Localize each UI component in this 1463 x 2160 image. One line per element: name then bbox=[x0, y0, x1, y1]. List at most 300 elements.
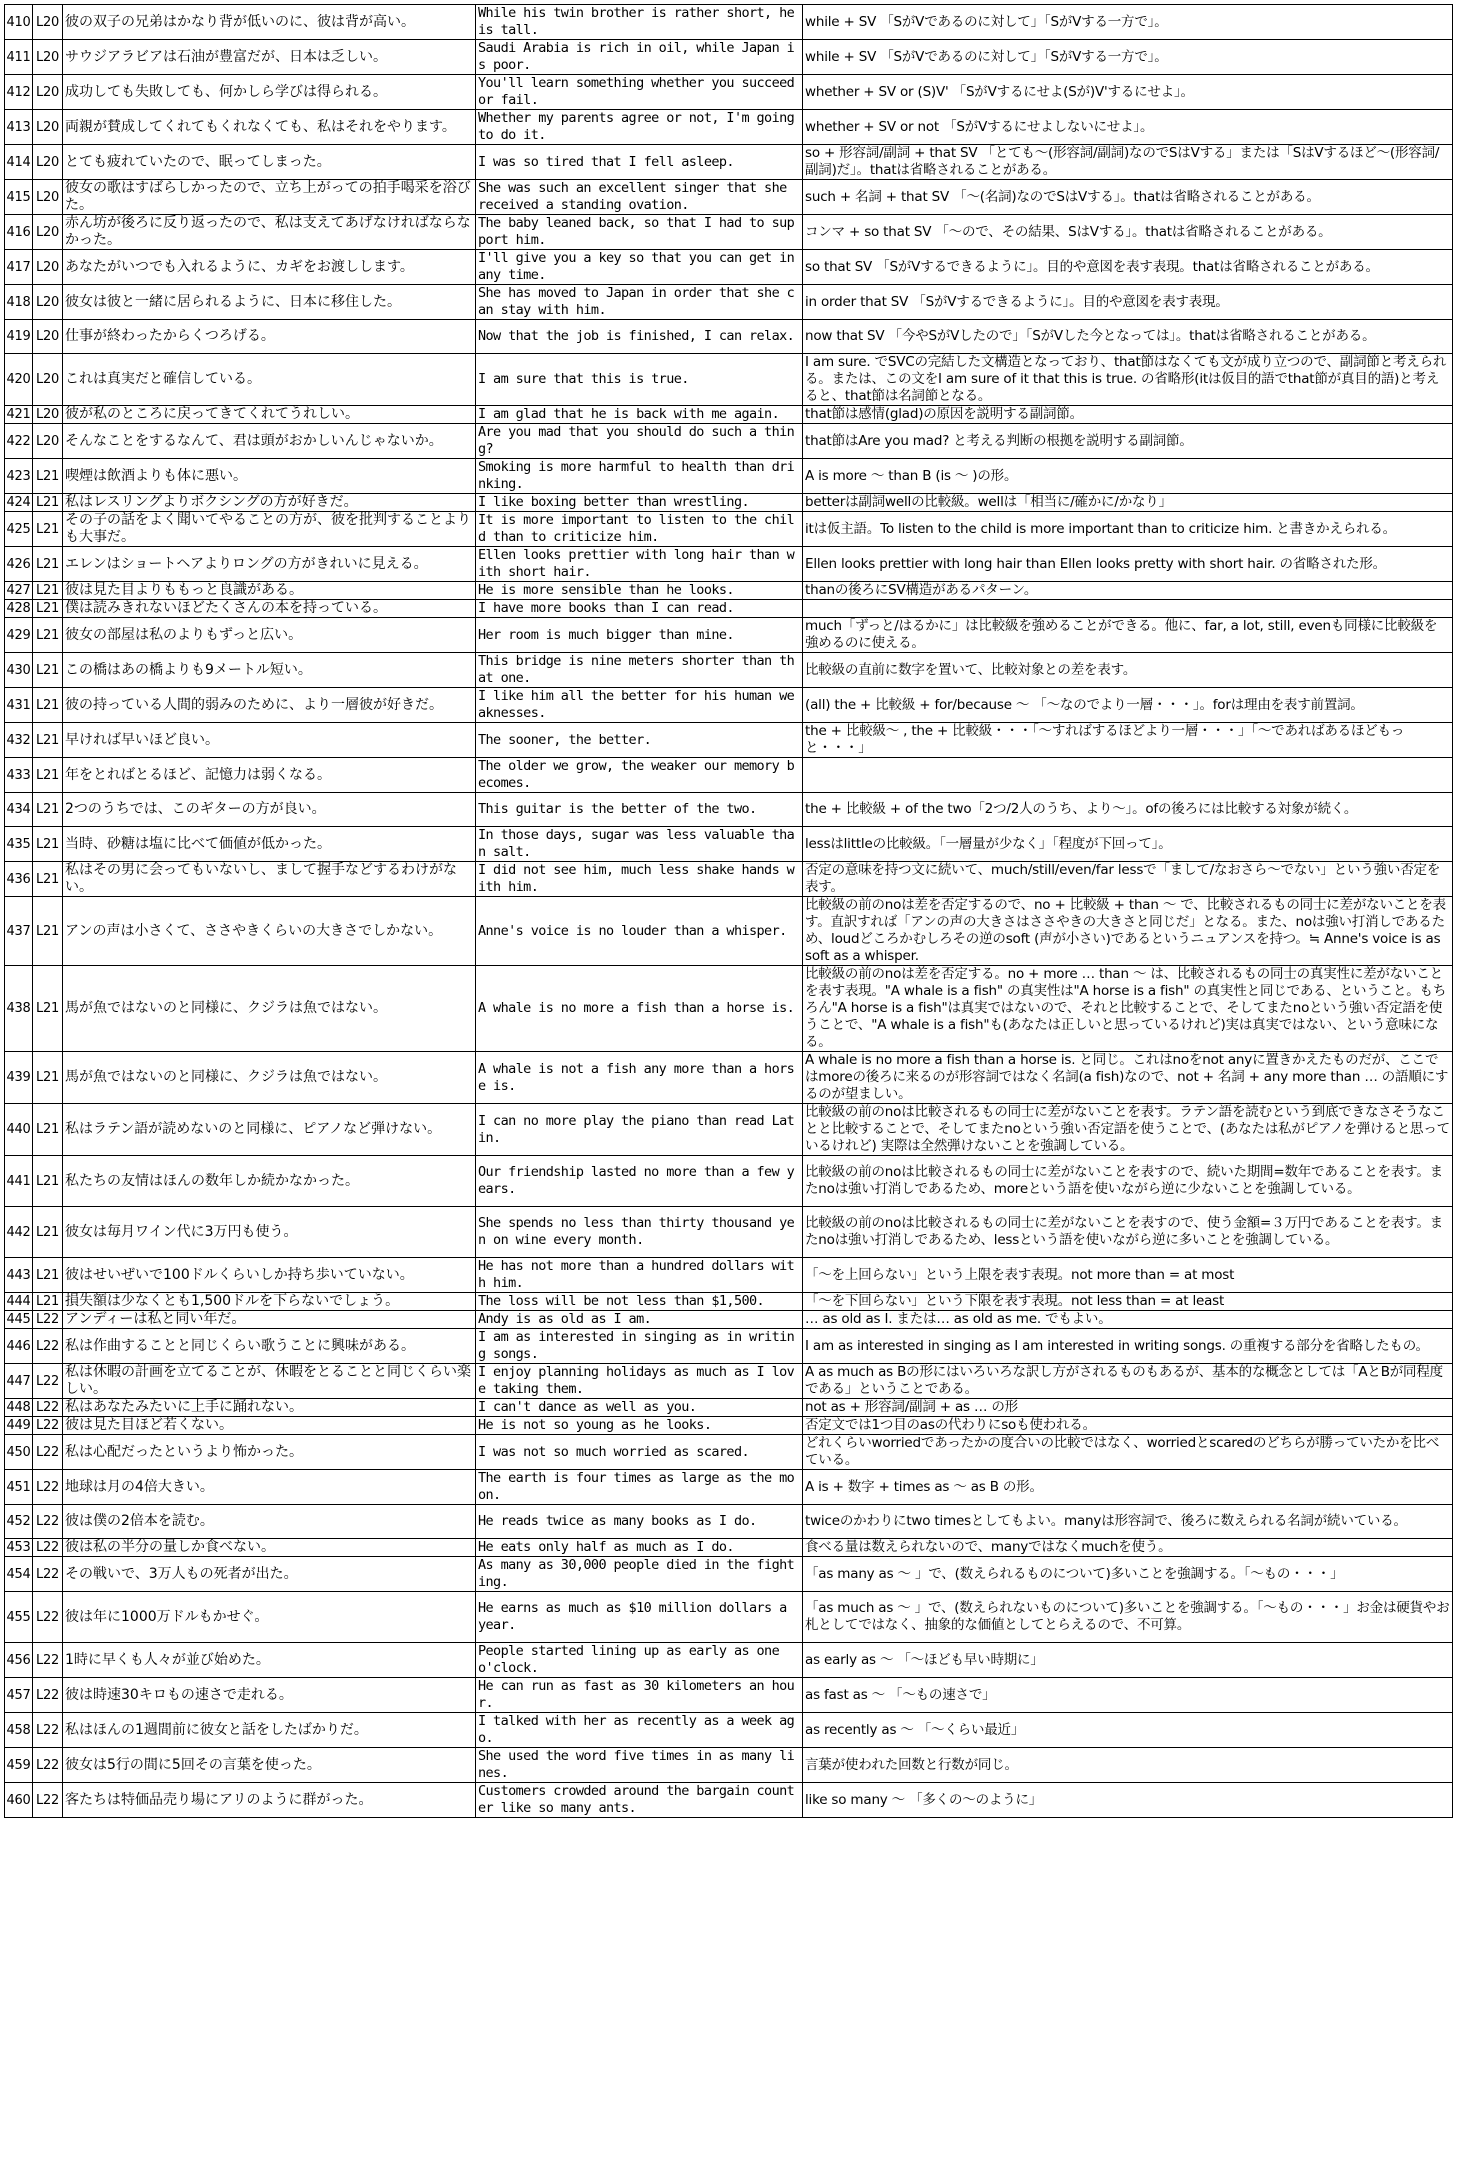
table-row bbox=[5, 424, 1453, 459]
lesson-code: L20 bbox=[33, 285, 63, 320]
lesson-code: L22 bbox=[33, 1435, 63, 1470]
lesson-code: L21 bbox=[33, 1258, 63, 1293]
lesson-code: L22 bbox=[33, 1557, 63, 1592]
english-sentence: You'll learn something whether you succeed or fail. bbox=[476, 75, 803, 110]
lesson-code: L22 bbox=[33, 1643, 63, 1678]
row-number: 434 bbox=[5, 793, 33, 827]
grammar-note: as fast as ～ 「～もの速さで」 bbox=[803, 1678, 1453, 1713]
lesson-code: L22 bbox=[33, 1783, 63, 1818]
japanese-sentence: 私はラテン語が読めないのと同様に、ピアノなど弾けない。 bbox=[63, 1104, 476, 1156]
japanese-sentence: 当時、砂糖は塩に比べて価値が低かった。 bbox=[63, 827, 476, 862]
table-row bbox=[5, 1539, 1453, 1557]
grammar-note: whether + SV or (S)V' 「SがVするにせよ(Sが)V'するにせよ」。 bbox=[803, 75, 1453, 110]
table-row bbox=[5, 1293, 1453, 1311]
lesson-code: L22 bbox=[33, 1748, 63, 1783]
japanese-sentence: 馬が魚ではないのと同様に、クジラは魚ではない。 bbox=[63, 1052, 476, 1104]
row-number: 445 bbox=[5, 1311, 33, 1329]
table-row bbox=[5, 406, 1453, 424]
table-row bbox=[5, 512, 1453, 547]
table-row bbox=[5, 793, 1453, 827]
table-row bbox=[5, 1505, 1453, 1539]
japanese-sentence: 彼は年に1000万ドルもかせぐ。 bbox=[63, 1592, 476, 1643]
english-sentence: Our friendship lasted no more than a few years. bbox=[476, 1156, 803, 1207]
grammar-note: 比較級の前のnoは差を否定する。no + more … than ～ は、比較されるもの同士の真実性に差がないことを表す表現。"A whale is a fish" の真実性は"A horse is a fish" の真実性と同じである、ということ。もちろん"A horse is a fish"は真実ではないので、それと比較することで、そしてまたnoという強い否定語を使うことで、"A whale is a fish"も(あなたは正しいと思っているけれど)実は真実ではない、という意味になる。 bbox=[803, 966, 1453, 1052]
table-row bbox=[5, 1311, 1453, 1329]
row-number: 411 bbox=[5, 40, 33, 75]
lesson-code: L21 bbox=[33, 827, 63, 862]
grammar-note: itは仮主語。To listen to the child is more important than to criticize him. と書きかえられる。 bbox=[803, 512, 1453, 547]
japanese-sentence: とても疲れていたので、眠ってしまった。 bbox=[63, 145, 476, 180]
japanese-sentence: 年をとればとるほど、記憶力は弱くなる。 bbox=[63, 758, 476, 793]
table-row bbox=[5, 1364, 1453, 1399]
table-row bbox=[5, 1052, 1453, 1104]
english-sentence: Anne's voice is no louder than a whisper. bbox=[476, 897, 803, 966]
lesson-code: L21 bbox=[33, 688, 63, 723]
japanese-sentence: 彼は僕の2倍本を読む。 bbox=[63, 1505, 476, 1539]
lesson-code: L20 bbox=[33, 424, 63, 459]
lesson-code: L21 bbox=[33, 862, 63, 897]
row-number: 418 bbox=[5, 285, 33, 320]
row-number: 436 bbox=[5, 862, 33, 897]
grammar-note: while + SV 「SがVであるのに対して」「SがVする一方で」。 bbox=[803, 5, 1453, 40]
japanese-sentence: 私はその男に会ってもいないし、まして握手などするわけがない。 bbox=[63, 862, 476, 897]
lesson-code: L21 bbox=[33, 966, 63, 1052]
table-row bbox=[5, 1399, 1453, 1417]
grammar-note: 「as much as ～ 」で、(数えられないものについて)多いことを強調する。「～もの・・・」お金は硬貨やお札としてではなく、抽象的な価値としてとらえるので、不可算。 bbox=[803, 1592, 1453, 1643]
table-row bbox=[5, 494, 1453, 512]
table-row bbox=[5, 1207, 1453, 1258]
japanese-sentence: 彼女は彼と一緒に居られるように、日本に移住した。 bbox=[63, 285, 476, 320]
row-number: 452 bbox=[5, 1505, 33, 1539]
table-row bbox=[5, 723, 1453, 758]
lesson-code: L21 bbox=[33, 653, 63, 688]
japanese-sentence: その子の話をよく聞いてやることの方が、彼を批判することよりも大事だ。 bbox=[63, 512, 476, 547]
lesson-code: L21 bbox=[33, 1207, 63, 1258]
english-sentence: A whale is not a fish any more than a horse is. bbox=[476, 1052, 803, 1104]
table-row bbox=[5, 688, 1453, 723]
english-sentence: She was such an excellent singer that she received a standing ovation. bbox=[476, 180, 803, 215]
english-sentence: I am sure that this is true. bbox=[476, 354, 803, 406]
table-row bbox=[5, 75, 1453, 110]
japanese-sentence: 彼が私のところに戻ってきてくれてうれしい。 bbox=[63, 406, 476, 424]
row-number: 448 bbox=[5, 1399, 33, 1417]
lesson-code: L21 bbox=[33, 547, 63, 582]
row-number: 430 bbox=[5, 653, 33, 688]
grammar-note: betterは副詞wellの比較級。wellは「相当に/確かに/かなり」 bbox=[803, 494, 1453, 512]
table-row bbox=[5, 1156, 1453, 1207]
grammar-note: 「～を下回らない」という下限を表す表現。not less than = at least bbox=[803, 1293, 1453, 1311]
japanese-sentence: 彼はせいぜいで100ドルくらいしか持ち歩いていない。 bbox=[63, 1258, 476, 1293]
lesson-code: L21 bbox=[33, 1293, 63, 1311]
japanese-sentence: 仕事が終わったからくつろげる。 bbox=[63, 320, 476, 354]
grammar-note: 「as many as ～ 」で、(数えられるものについて)多いことを強調する。「～もの・・・」 bbox=[803, 1557, 1453, 1592]
japanese-sentence: この橋はあの橋よりも9メートル短い。 bbox=[63, 653, 476, 688]
row-number: 415 bbox=[5, 180, 33, 215]
japanese-sentence: 私は心配だったというより怖かった。 bbox=[63, 1435, 476, 1470]
english-sentence: I like him all the better for his human weaknesses. bbox=[476, 688, 803, 723]
row-number: 457 bbox=[5, 1678, 33, 1713]
japanese-sentence: 彼の持っている人間的弱みのために、より一層彼が好きだ。 bbox=[63, 688, 476, 723]
table-row bbox=[5, 1435, 1453, 1470]
grammar-note bbox=[803, 758, 1453, 793]
english-sentence: I am glad that he is back with me again. bbox=[476, 406, 803, 424]
japanese-sentence: エレンはショートヘアよりロングの方がきれいに見える。 bbox=[63, 547, 476, 582]
english-sentence: I can no more play the piano than read Latin. bbox=[476, 1104, 803, 1156]
grammar-note: thanの後ろにSV構造があるパターン。 bbox=[803, 582, 1453, 600]
lesson-code: L21 bbox=[33, 1156, 63, 1207]
lesson-code: L21 bbox=[33, 1104, 63, 1156]
japanese-sentence: その戦いで、3万人もの死者が出た。 bbox=[63, 1557, 476, 1592]
english-sentence: I am as interested in singing as in writing songs. bbox=[476, 1329, 803, 1364]
table-row bbox=[5, 285, 1453, 320]
row-number: 458 bbox=[5, 1713, 33, 1748]
table-row bbox=[5, 40, 1453, 75]
row-number: 451 bbox=[5, 1470, 33, 1505]
lesson-code: L20 bbox=[33, 75, 63, 110]
english-sentence: In those days, sugar was less valuable than salt. bbox=[476, 827, 803, 862]
english-sentence: I enjoy planning holidays as much as I love taking them. bbox=[476, 1364, 803, 1399]
english-sentence: She used the word five times in as many lines. bbox=[476, 1748, 803, 1783]
grammar-note: 比較級の前のnoは差を否定するので、no + 比較級 + than ～ で、比較されるもの同士に差がないことを表す。直訳すれば「アンの声の大きさはささやきの大きさと同じだ」となる。また、noは強い打消しであるため、loudどころかむしろその逆のsoft (声が小さい)であるというニュアンスを持つ。≒ Anne's voice is as soft as a whisper. bbox=[803, 897, 1453, 966]
grammar-note: … as old as I. または… as old as me. でもよい。 bbox=[803, 1311, 1453, 1329]
grammar-note: as recently as ～ 「～くらい最近」 bbox=[803, 1713, 1453, 1748]
english-sentence: This bridge is nine meters shorter than that one. bbox=[476, 653, 803, 688]
lesson-code: L22 bbox=[33, 1329, 63, 1364]
grammar-note: 比較級の直前に数字を置いて、比較対象との差を表す。 bbox=[803, 653, 1453, 688]
japanese-sentence: 彼女は5行の間に5回その言葉を使った。 bbox=[63, 1748, 476, 1783]
grammar-note: どれくらいworriedであったかの度合いの比較ではなく、worriedとscaredのどちらが勝っていたかを比べている。 bbox=[803, 1435, 1453, 1470]
english-sentence: I talked with her as recently as a week ago. bbox=[476, 1713, 803, 1748]
japanese-sentence: 私は休暇の計画を立てることが、休暇をとることと同じくらい楽しい。 bbox=[63, 1364, 476, 1399]
english-sentence: I'll give you a key so that you can get in any time. bbox=[476, 250, 803, 285]
lesson-code: L21 bbox=[33, 512, 63, 547]
english-sentence: I was not so much worried as scared. bbox=[476, 1435, 803, 1470]
english-sentence: As many as 30,000 people died in the fighting. bbox=[476, 1557, 803, 1592]
row-number: 455 bbox=[5, 1592, 33, 1643]
row-number: 437 bbox=[5, 897, 33, 966]
sentence-table-body bbox=[5, 5, 1453, 1818]
japanese-sentence: 損失額は少なくとも1,500ドルを下らないでしょう。 bbox=[63, 1293, 476, 1311]
row-number: 419 bbox=[5, 320, 33, 354]
table-row bbox=[5, 758, 1453, 793]
lesson-code: L21 bbox=[33, 723, 63, 758]
grammar-note: in order that SV 「SがVするできるように」。目的や意図を表す表現。 bbox=[803, 285, 1453, 320]
japanese-sentence: 地球は月の4倍大きい。 bbox=[63, 1470, 476, 1505]
table-row bbox=[5, 1713, 1453, 1748]
english-sentence: Smoking is more harmful to health than drinking. bbox=[476, 459, 803, 494]
japanese-sentence: あなたがいつでも入れるように、カギをお渡しします。 bbox=[63, 250, 476, 285]
english-sentence: He is not so young as he looks. bbox=[476, 1417, 803, 1435]
table-row bbox=[5, 1748, 1453, 1783]
row-number: 459 bbox=[5, 1748, 33, 1783]
english-sentence: Now that the job is finished, I can relax. bbox=[476, 320, 803, 354]
row-number: 424 bbox=[5, 494, 33, 512]
row-number: 410 bbox=[5, 5, 33, 40]
table-row bbox=[5, 215, 1453, 250]
lesson-code: L22 bbox=[33, 1364, 63, 1399]
row-number: 460 bbox=[5, 1783, 33, 1818]
table-row bbox=[5, 547, 1453, 582]
lesson-code: L21 bbox=[33, 1052, 63, 1104]
row-number: 417 bbox=[5, 250, 33, 285]
grammar-note: A is + 数字 + times as ～ as B の形。 bbox=[803, 1470, 1453, 1505]
table-row bbox=[5, 354, 1453, 406]
grammar-note: the + 比較級～ , the + 比較級・・・「～すればするほどより一層・・・」「～であればあるほどもっと・・・」 bbox=[803, 723, 1453, 758]
japanese-sentence: 両親が賛成してくれてもくれなくても、私はそれをやります。 bbox=[63, 110, 476, 145]
english-sentence: A whale is no more a fish than a horse is. bbox=[476, 966, 803, 1052]
lesson-code: L21 bbox=[33, 459, 63, 494]
japanese-sentence: サウジアラビアは石油が豊富だが、日本は乏しい。 bbox=[63, 40, 476, 75]
lesson-code: L20 bbox=[33, 180, 63, 215]
lesson-code: L22 bbox=[33, 1505, 63, 1539]
lesson-code: L21 bbox=[33, 793, 63, 827]
lesson-code: L20 bbox=[33, 354, 63, 406]
table-row bbox=[5, 320, 1453, 354]
japanese-sentence: 彼女は毎月ワイン代に3万円も使う。 bbox=[63, 1207, 476, 1258]
english-sentence: I have more books than I can read. bbox=[476, 600, 803, 618]
lesson-code: L20 bbox=[33, 406, 63, 424]
grammar-note: 食べる量は数えられないので、manyではなくmuchを使う。 bbox=[803, 1539, 1453, 1557]
row-number: 444 bbox=[5, 1293, 33, 1311]
row-number: 454 bbox=[5, 1557, 33, 1592]
english-sentence: Andy is as old as I am. bbox=[476, 1311, 803, 1329]
row-number: 425 bbox=[5, 512, 33, 547]
row-number: 450 bbox=[5, 1435, 33, 1470]
table-row bbox=[5, 653, 1453, 688]
japanese-sentence: 客たちは特価品売り場にアリのように群がった。 bbox=[63, 1783, 476, 1818]
japanese-sentence: 彼は見た目よりももっと良識がある。 bbox=[63, 582, 476, 600]
table-row bbox=[5, 1104, 1453, 1156]
japanese-sentence: 馬が魚ではないのと同様に、クジラは魚ではない。 bbox=[63, 966, 476, 1052]
grammar-note: twiceのかわりにtwo timesとしてもよい。manyは形容詞で、後ろに数えられる名詞が続いている。 bbox=[803, 1505, 1453, 1539]
grammar-note: Ellen looks prettier with long hair than Ellen looks pretty with short hair. の省略された形。 bbox=[803, 547, 1453, 582]
lesson-code: L20 bbox=[33, 110, 63, 145]
grammar-note: 比較級の前のnoは比較されるもの同士に差がないことを表すので、続いた期間=数年であることを表す。またnoは強い打消しであるため、moreという語を使いながら逆に少ないことを強調している。 bbox=[803, 1156, 1453, 1207]
japanese-sentence: そんなことをするなんて、君は頭がおかしいんじゃないか。 bbox=[63, 424, 476, 459]
english-sentence: The sooner, the better. bbox=[476, 723, 803, 758]
japanese-sentence: 1時に早くも人々が並び始めた。 bbox=[63, 1643, 476, 1678]
english-sentence: Ellen looks prettier with long hair than with short hair. bbox=[476, 547, 803, 582]
table-row bbox=[5, 1470, 1453, 1505]
grammar-note bbox=[803, 600, 1453, 618]
table-row bbox=[5, 145, 1453, 180]
grammar-note: not as + 形容詞/副詞 + as … の形 bbox=[803, 1399, 1453, 1417]
row-number: 427 bbox=[5, 582, 33, 600]
japanese-sentence: 彼は私の半分の量しか食べない。 bbox=[63, 1539, 476, 1557]
table-row bbox=[5, 459, 1453, 494]
english-sentence: The baby leaned back, so that I had to support him. bbox=[476, 215, 803, 250]
grammar-note: (all) the + 比較級 + for/because ～ 「～なのでより一層・・・」。forは理由を表す前置詞。 bbox=[803, 688, 1453, 723]
row-number: 423 bbox=[5, 459, 33, 494]
row-number: 446 bbox=[5, 1329, 33, 1364]
grammar-note: so + 形容詞/副詞 + that SV 「とても～(形容詞/副詞)なのでSはVする」または「SはVするほど～(形容詞/副詞)だ」。thatは省略されることがある。 bbox=[803, 145, 1453, 180]
table-row bbox=[5, 1557, 1453, 1592]
grammar-note: now that SV 「今やSがVしたので」「SがVした今となっては」。thatは省略されることがある。 bbox=[803, 320, 1453, 354]
lesson-code: L22 bbox=[33, 1539, 63, 1557]
row-number: 432 bbox=[5, 723, 33, 758]
grammar-note: コンマ + so that SV 「～ので、その結果、SはVする」。thatは省略されることがある。 bbox=[803, 215, 1453, 250]
grammar-note: 「～を上回らない」という上限を表す表現。not more than = at most bbox=[803, 1258, 1453, 1293]
lesson-code: L22 bbox=[33, 1470, 63, 1505]
english-sentence: He can run as fast as 30 kilometers an hour. bbox=[476, 1678, 803, 1713]
english-sentence: He earns as much as $10 million dollars a year. bbox=[476, 1592, 803, 1643]
lesson-code: L21 bbox=[33, 618, 63, 653]
english-sentence: The loss will be not less than $1,500. bbox=[476, 1293, 803, 1311]
english-sentence: Are you mad that you should do such a thing? bbox=[476, 424, 803, 459]
row-number: 426 bbox=[5, 547, 33, 582]
grammar-note: much「ずっと/はるかに」は比較級を強めることができる。他に、far, a lot, still, evenも同様に比較級を強めるのに使える。 bbox=[803, 618, 1453, 653]
table-row bbox=[5, 1643, 1453, 1678]
japanese-sentence: 彼の双子の兄弟はかなり背が低いのに、彼は背が高い。 bbox=[63, 5, 476, 40]
table-row bbox=[5, 1258, 1453, 1293]
row-number: 413 bbox=[5, 110, 33, 145]
grammar-note: while + SV 「SがVであるのに対して」「SがVする一方で」。 bbox=[803, 40, 1453, 75]
table-row bbox=[5, 862, 1453, 897]
table-row bbox=[5, 180, 1453, 215]
english-sentence: Whether my parents agree or not, I'm going to do it. bbox=[476, 110, 803, 145]
grammar-note: so that SV 「SがVするできるように」。目的や意図を表す表現。thatは省略されることがある。 bbox=[803, 250, 1453, 285]
lesson-code: L22 bbox=[33, 1311, 63, 1329]
grammar-note: that節はAre you mad? と考える判断の根拠を説明する副詞節。 bbox=[803, 424, 1453, 459]
lesson-code: L22 bbox=[33, 1399, 63, 1417]
grammar-note: as early as ～ 「～ほども早い時期に」 bbox=[803, 1643, 1453, 1678]
table-row bbox=[5, 1592, 1453, 1643]
grammar-note: 否定の意味を持つ文に続いて、much/still/even/far lessで「まして/なおさら～でない」という強い否定を表す。 bbox=[803, 862, 1453, 897]
japanese-sentence: アンの声は小さくて、ささやきくらいの大きさでしかない。 bbox=[63, 897, 476, 966]
japanese-sentence: 私はレスリングよりボクシングの方が好きだ。 bbox=[63, 494, 476, 512]
grammar-note: whether + SV or not 「SがVするにせよしないにせよ」。 bbox=[803, 110, 1453, 145]
grammar-note: the + 比較級 + of the two「2つ/2人のうち、より～」。ofの後ろには比較する対象が続く。 bbox=[803, 793, 1453, 827]
table-row bbox=[5, 618, 1453, 653]
grammar-note: I am as interested in singing as I am interested in writing songs. の重複する部分を省略したもの。 bbox=[803, 1329, 1453, 1364]
japanese-sentence: 彼女の歌はすばらしかったので、立ち上がっての拍手喝采を浴びた。 bbox=[63, 180, 476, 215]
english-sentence: He reads twice as many books as I do. bbox=[476, 1505, 803, 1539]
grammar-note: A whale is no more a fish than a horse is. と同じ。これはnoをnot anyに置きかえたものだが、ここではmoreの後ろに来るのが形容詞ではなく名詞(a fish)なので、not + 名詞 + any more than … の語順にするのが望ましい。 bbox=[803, 1052, 1453, 1104]
lesson-code: L20 bbox=[33, 215, 63, 250]
row-number: 422 bbox=[5, 424, 33, 459]
english-sentence: While his twin brother is rather short, he is tall. bbox=[476, 5, 803, 40]
lesson-code: L22 bbox=[33, 1713, 63, 1748]
japanese-sentence: 私はほんの1週間前に彼女と話をしたばかりだ。 bbox=[63, 1713, 476, 1748]
japanese-sentence: 私たちの友情はほんの数年しか続かなかった。 bbox=[63, 1156, 476, 1207]
row-number: 447 bbox=[5, 1364, 33, 1399]
row-number: 443 bbox=[5, 1258, 33, 1293]
row-number: 421 bbox=[5, 406, 33, 424]
grammar-note: 比較級の前のnoは比較されるもの同士に差がないことを表すので、使う金額=３万円であることを表す。またnoは強い打消しであるため、lessという語を使いながら逆に多いことを強調している。 bbox=[803, 1207, 1453, 1258]
row-number: 420 bbox=[5, 354, 33, 406]
english-sentence: He eats only half as much as I do. bbox=[476, 1539, 803, 1557]
grammar-note: like so many ～ 「多くの～のように」 bbox=[803, 1783, 1453, 1818]
row-number: 456 bbox=[5, 1643, 33, 1678]
lesson-code: L20 bbox=[33, 5, 63, 40]
english-sentence: He is more sensible than he looks. bbox=[476, 582, 803, 600]
table-row bbox=[5, 600, 1453, 618]
english-sentence: This guitar is the better of the two. bbox=[476, 793, 803, 827]
table-row bbox=[5, 1329, 1453, 1364]
japanese-sentence: 私は作曲することと同じくらい歌うことに興味がある。 bbox=[63, 1329, 476, 1364]
row-number: 440 bbox=[5, 1104, 33, 1156]
japanese-sentence: 彼は見た目ほど若くない。 bbox=[63, 1417, 476, 1435]
sentence-table bbox=[4, 4, 1453, 1818]
english-sentence: The earth is four times as large as the moon. bbox=[476, 1470, 803, 1505]
grammar-note: lessはlittleの比較級。「一層量が少なく」「程度が下回って」。 bbox=[803, 827, 1453, 862]
row-number: 429 bbox=[5, 618, 33, 653]
japanese-sentence: 私はあなたみたいに上手に踊れない。 bbox=[63, 1399, 476, 1417]
row-number: 414 bbox=[5, 145, 33, 180]
row-number: 431 bbox=[5, 688, 33, 723]
grammar-note: 否定文では1つ目のasの代わりにsoも使われる。 bbox=[803, 1417, 1453, 1435]
english-sentence: I can't dance as well as you. bbox=[476, 1399, 803, 1417]
japanese-sentence: 2つのうちでは、このギターの方が良い。 bbox=[63, 793, 476, 827]
lesson-code: L21 bbox=[33, 600, 63, 618]
table-row bbox=[5, 5, 1453, 40]
japanese-sentence: 赤ん坊が後ろに反り返ったので、私は支えてあげなければならなかった。 bbox=[63, 215, 476, 250]
grammar-note: A is more ～ than B (is ～ )の形。 bbox=[803, 459, 1453, 494]
japanese-sentence: 早ければ早いほど良い。 bbox=[63, 723, 476, 758]
english-sentence: I did not see him, much less shake hands with him. bbox=[476, 862, 803, 897]
row-number: 416 bbox=[5, 215, 33, 250]
table-row bbox=[5, 827, 1453, 862]
english-sentence: I like boxing better than wrestling. bbox=[476, 494, 803, 512]
japanese-sentence: 彼女の部屋は私のよりもずっと広い。 bbox=[63, 618, 476, 653]
table-row bbox=[5, 1417, 1453, 1435]
row-number: 441 bbox=[5, 1156, 33, 1207]
row-number: 438 bbox=[5, 966, 33, 1052]
japanese-sentence: 成功しても失敗しても、何かしら学びは得られる。 bbox=[63, 75, 476, 110]
table-row bbox=[5, 1783, 1453, 1818]
lesson-code: L20 bbox=[33, 40, 63, 75]
lesson-code: L22 bbox=[33, 1592, 63, 1643]
table-row bbox=[5, 250, 1453, 285]
row-number: 435 bbox=[5, 827, 33, 862]
grammar-note: such + 名詞 + that SV 「～(名詞)なのでSはVする」。thatは省略されることがある。 bbox=[803, 180, 1453, 215]
row-number: 428 bbox=[5, 600, 33, 618]
table-row bbox=[5, 582, 1453, 600]
japanese-sentence: 僕は読みきれないほどたくさんの本を持っている。 bbox=[63, 600, 476, 618]
lesson-code: L22 bbox=[33, 1678, 63, 1713]
english-sentence: Her room is much bigger than mine. bbox=[476, 618, 803, 653]
japanese-sentence: 喫煙は飲酒よりも体に悪い。 bbox=[63, 459, 476, 494]
grammar-note: 比較級の前のnoは比較されるもの同士に差がないことを表す。ラテン語を読むという到底できなさそうなことと比較することで、そしてまたnoという強い否定語を使うことで、(あなたは私がピアノを弾けると思っているけれど) 実際は全然弾けないことを強調している。 bbox=[803, 1104, 1453, 1156]
table-row bbox=[5, 1678, 1453, 1713]
english-sentence: He has not more than a hundred dollars with him. bbox=[476, 1258, 803, 1293]
lesson-code: L20 bbox=[33, 250, 63, 285]
english-sentence: People started lining up as early as one o'clock. bbox=[476, 1643, 803, 1678]
row-number: 433 bbox=[5, 758, 33, 793]
table-row bbox=[5, 110, 1453, 145]
lesson-code: L21 bbox=[33, 897, 63, 966]
grammar-note: 言葉が使われた回数と行数が同じ。 bbox=[803, 1748, 1453, 1783]
english-sentence: She spends no less than thirty thousand yen on wine every month. bbox=[476, 1207, 803, 1258]
japanese-sentence: 彼は時速30キロもの速さで走れる。 bbox=[63, 1678, 476, 1713]
row-number: 412 bbox=[5, 75, 33, 110]
row-number: 453 bbox=[5, 1539, 33, 1557]
lesson-code: L22 bbox=[33, 1417, 63, 1435]
english-sentence: She has moved to Japan in order that she can stay with him. bbox=[476, 285, 803, 320]
grammar-note: I am sure. でSVCの完結した文構造となっており、that節はなくても文が成り立つので、副詞節と考えられる。または、この文をI am sure of it that this is true. の省略形(itは仮目的語でthat節が真目的語)と考えると、that節は名詞節となる。 bbox=[803, 354, 1453, 406]
english-sentence: The older we grow, the weaker our memory becomes. bbox=[476, 758, 803, 793]
lesson-code: L20 bbox=[33, 145, 63, 180]
lesson-code: L20 bbox=[33, 320, 63, 354]
row-number: 442 bbox=[5, 1207, 33, 1258]
english-sentence: It is more important to listen to the child than to criticize him. bbox=[476, 512, 803, 547]
grammar-note: that節は感情(glad)の原因を説明する副詞節。 bbox=[803, 406, 1453, 424]
table-row bbox=[5, 897, 1453, 966]
table-row bbox=[5, 966, 1453, 1052]
row-number: 449 bbox=[5, 1417, 33, 1435]
english-sentence: I was so tired that I fell asleep. bbox=[476, 145, 803, 180]
japanese-sentence: アンディーは私と同い年だ。 bbox=[63, 1311, 476, 1329]
